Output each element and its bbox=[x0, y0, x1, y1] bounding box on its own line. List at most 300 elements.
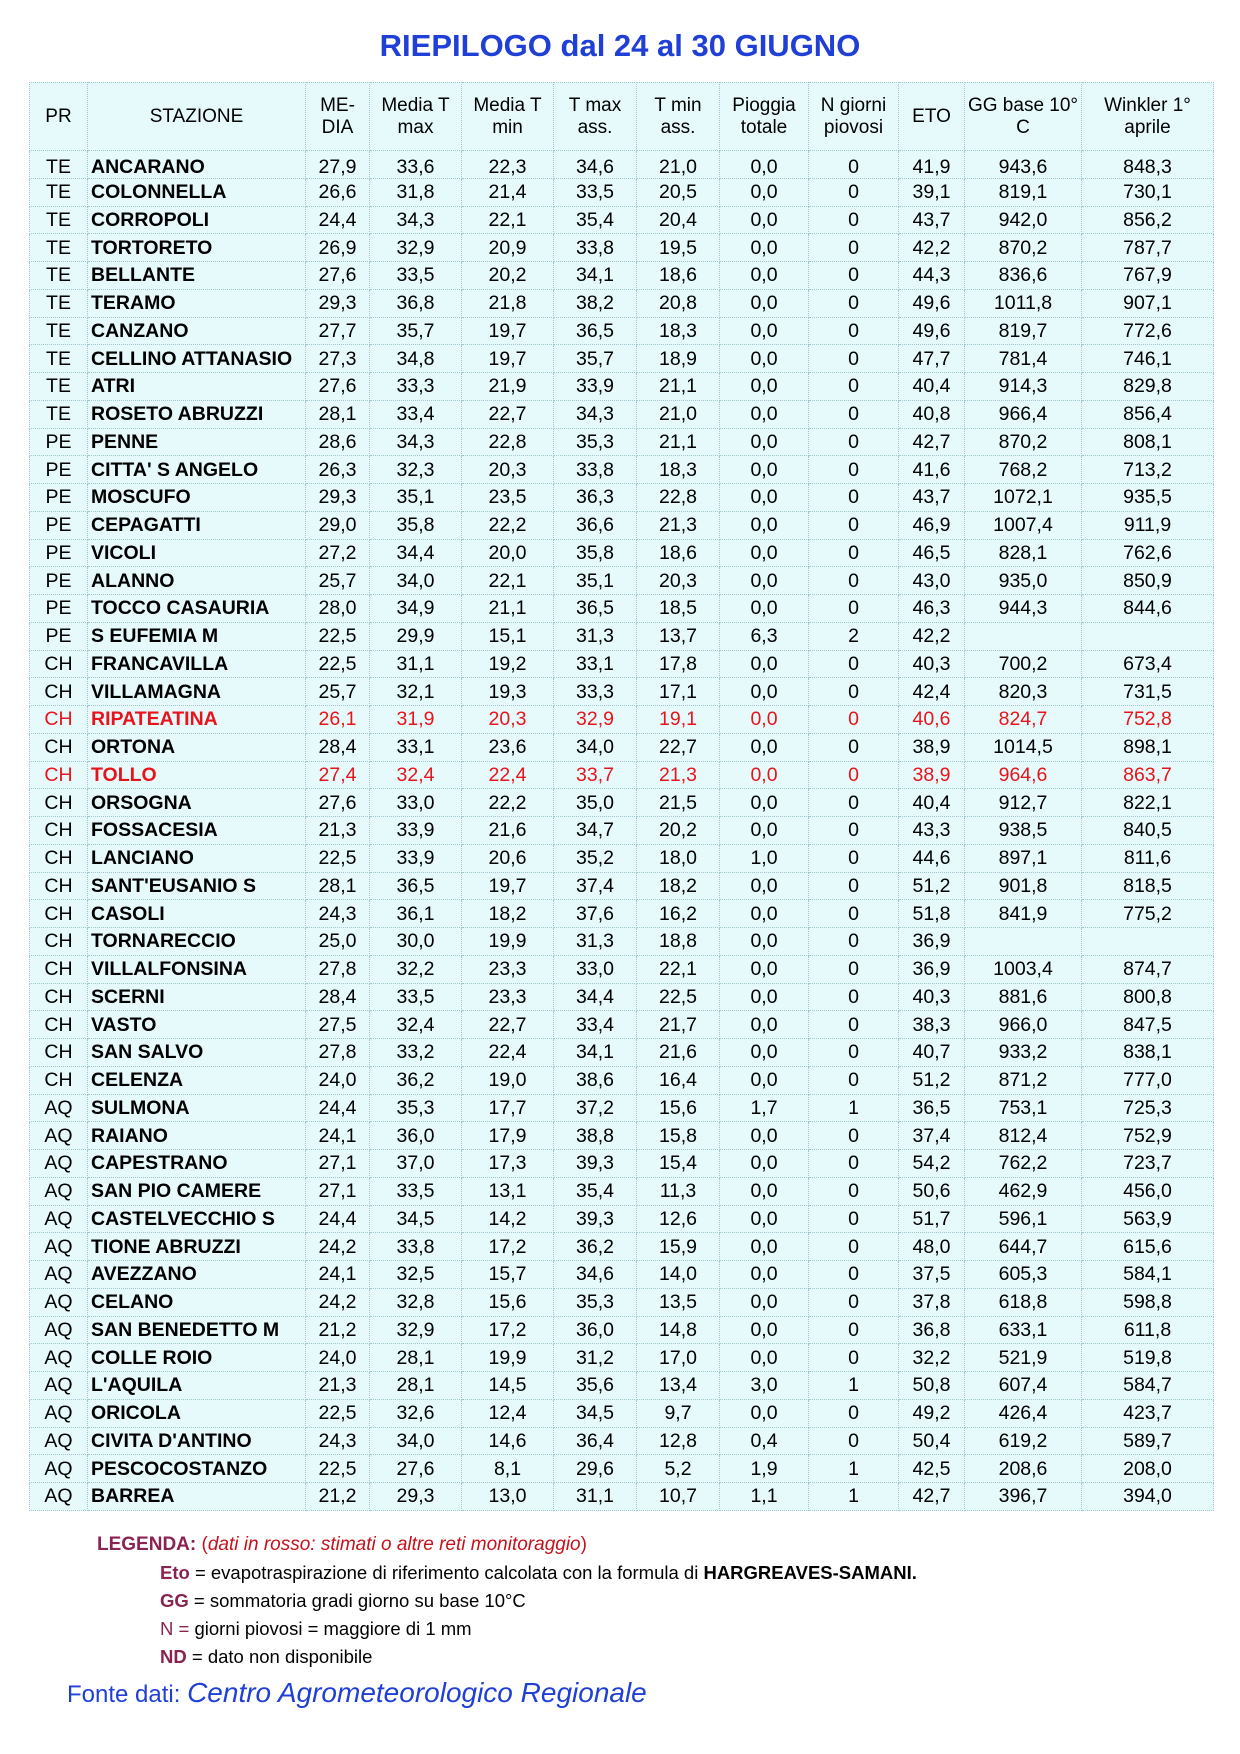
cell-tmin: 22,4 bbox=[462, 761, 554, 789]
cell-winkler: 838,1 bbox=[1082, 1039, 1214, 1067]
column-header: ETO bbox=[899, 83, 965, 151]
legend-key: ND bbox=[160, 1646, 187, 1667]
cell-media: 27,6 bbox=[306, 789, 370, 817]
cell-gg: 700,2 bbox=[965, 650, 1082, 678]
cell-station: RIPATEATINA bbox=[88, 706, 306, 734]
cell-rain: 0,0 bbox=[720, 650, 809, 678]
cell-winkler: 584,1 bbox=[1082, 1261, 1214, 1289]
cell-pr: AQ bbox=[30, 1288, 88, 1316]
cell-tmaxass: 33,3 bbox=[554, 678, 637, 706]
table-row bbox=[30, 1066, 1214, 1094]
cell-tmin: 22,7 bbox=[462, 1011, 554, 1039]
cell-tmaxass: 37,6 bbox=[554, 900, 637, 928]
cell-tminass: 21,5 bbox=[637, 789, 720, 817]
cell-pr: AQ bbox=[30, 1455, 88, 1483]
cell-ndays: 0 bbox=[809, 983, 899, 1011]
cell-winkler: 907,1 bbox=[1082, 289, 1214, 317]
column-header: T max ass. bbox=[554, 83, 637, 151]
table-row bbox=[30, 484, 1214, 512]
table-row bbox=[30, 206, 1214, 234]
cell-tminass: 16,2 bbox=[637, 900, 720, 928]
cell-gg: 933,2 bbox=[965, 1039, 1082, 1067]
cell-winkler: 847,5 bbox=[1082, 1011, 1214, 1039]
cell-media: 24,1 bbox=[306, 1122, 370, 1150]
cell-gg: 912,7 bbox=[965, 789, 1082, 817]
cell-ndays: 0 bbox=[809, 1122, 899, 1150]
cell-media: 27,3 bbox=[306, 345, 370, 373]
cell-winkler: 746,1 bbox=[1082, 345, 1214, 373]
cell-media: 22,5 bbox=[306, 622, 370, 650]
cell-tminass: 19,5 bbox=[637, 234, 720, 262]
cell-eto: 54,2 bbox=[899, 1150, 965, 1178]
cell-tminass: 15,4 bbox=[637, 1150, 720, 1178]
cell-rain: 0,0 bbox=[720, 234, 809, 262]
cell-station: VASTO bbox=[88, 1011, 306, 1039]
table-row bbox=[30, 539, 1214, 567]
cell-winkler: 856,2 bbox=[1082, 206, 1214, 234]
cell-gg: 942,0 bbox=[965, 206, 1082, 234]
cell-eto: 39,1 bbox=[899, 178, 965, 206]
cell-winkler: 611,8 bbox=[1082, 1316, 1214, 1344]
cell-tmax: 32,5 bbox=[370, 1261, 462, 1289]
cell-gg: 633,1 bbox=[965, 1316, 1082, 1344]
cell-winkler: 730,1 bbox=[1082, 178, 1214, 206]
cell-tmin: 21,1 bbox=[462, 595, 554, 623]
cell-tmin: 8,1 bbox=[462, 1455, 554, 1483]
cell-ndays: 1 bbox=[809, 1372, 899, 1400]
cell-tminass: 18,9 bbox=[637, 345, 720, 373]
cell-rain: 0,0 bbox=[720, 1122, 809, 1150]
cell-pr: PE bbox=[30, 595, 88, 623]
cell-ndays: 0 bbox=[809, 900, 899, 928]
cell-pr: TE bbox=[30, 206, 88, 234]
cell-tmaxass: 39,3 bbox=[554, 1205, 637, 1233]
cell-media: 28,1 bbox=[306, 400, 370, 428]
cell-eto: 42,5 bbox=[899, 1455, 965, 1483]
cell-eto: 41,9 bbox=[899, 151, 965, 179]
cell-tmaxass: 33,9 bbox=[554, 373, 637, 401]
cell-gg: 426,4 bbox=[965, 1399, 1082, 1427]
column-header: ME- DIA bbox=[306, 83, 370, 151]
cell-tmaxass: 35,6 bbox=[554, 1372, 637, 1400]
cell-tmax: 27,6 bbox=[370, 1455, 462, 1483]
cell-eto: 42,2 bbox=[899, 234, 965, 262]
cell-tmaxass: 36,4 bbox=[554, 1427, 637, 1455]
cell-pr: AQ bbox=[30, 1483, 88, 1511]
table-row bbox=[30, 817, 1214, 845]
cell-tmax: 29,3 bbox=[370, 1483, 462, 1511]
cell-tminass: 21,7 bbox=[637, 1011, 720, 1039]
table-row bbox=[30, 1372, 1214, 1400]
cell-pr: AQ bbox=[30, 1205, 88, 1233]
cell-ndays: 0 bbox=[809, 317, 899, 345]
cell-pr: TE bbox=[30, 317, 88, 345]
cell-station: MOSCUFO bbox=[88, 484, 306, 512]
cell-rain: 0,0 bbox=[720, 761, 809, 789]
cell-rain: 0,0 bbox=[720, 872, 809, 900]
cell-tmin: 20,6 bbox=[462, 844, 554, 872]
cell-station: L'AQUILA bbox=[88, 1372, 306, 1400]
cell-gg: 944,3 bbox=[965, 595, 1082, 623]
cell-station: CELLINO ATTANASIO bbox=[88, 345, 306, 373]
cell-tminass: 18,6 bbox=[637, 539, 720, 567]
cell-eto: 50,6 bbox=[899, 1177, 965, 1205]
legend-key: GG bbox=[160, 1590, 189, 1611]
cell-tmaxass: 31,3 bbox=[554, 928, 637, 956]
cell-winkler: 850,9 bbox=[1082, 567, 1214, 595]
cell-tminass: 22,5 bbox=[637, 983, 720, 1011]
cell-media: 26,9 bbox=[306, 234, 370, 262]
table-row bbox=[30, 234, 1214, 262]
legend-key: N = bbox=[160, 1618, 190, 1639]
cell-rain: 0,0 bbox=[720, 1233, 809, 1261]
legend-text: giorni piovosi = maggiore di 1 mm bbox=[189, 1618, 472, 1639]
cell-winkler: 874,7 bbox=[1082, 955, 1214, 983]
cell-tmax: 34,0 bbox=[370, 1427, 462, 1455]
table-row bbox=[30, 1427, 1214, 1455]
cell-media: 28,4 bbox=[306, 733, 370, 761]
cell-winkler: 752,9 bbox=[1082, 1122, 1214, 1150]
cell-tminass: 11,3 bbox=[637, 1177, 720, 1205]
cell-eto: 40,3 bbox=[899, 983, 965, 1011]
cell-rain: 0,0 bbox=[720, 400, 809, 428]
cell-pr: TE bbox=[30, 234, 88, 262]
cell-tmax: 36,1 bbox=[370, 900, 462, 928]
cell-tmin: 19,7 bbox=[462, 345, 554, 373]
legend-definition-n bbox=[160, 1618, 472, 1640]
cell-gg: 914,3 bbox=[965, 373, 1082, 401]
column-header: Media T min bbox=[462, 83, 554, 151]
cell-tmin: 20,0 bbox=[462, 539, 554, 567]
cell-media: 21,3 bbox=[306, 1372, 370, 1400]
cell-station: SAN SALVO bbox=[88, 1039, 306, 1067]
cell-tmin: 13,0 bbox=[462, 1483, 554, 1511]
cell-ndays: 0 bbox=[809, 567, 899, 595]
table-row bbox=[30, 595, 1214, 623]
table-row bbox=[30, 373, 1214, 401]
cell-ndays: 1 bbox=[809, 1483, 899, 1511]
table-row bbox=[30, 1455, 1214, 1483]
column-header: PR bbox=[30, 83, 88, 151]
cell-rain: 0,0 bbox=[720, 1066, 809, 1094]
table-row bbox=[30, 1261, 1214, 1289]
cell-pr: TE bbox=[30, 289, 88, 317]
cell-tmax: 33,9 bbox=[370, 817, 462, 845]
cell-tmax: 36,0 bbox=[370, 1122, 462, 1150]
cell-tminass: 18,2 bbox=[637, 872, 720, 900]
cell-tmax: 35,1 bbox=[370, 484, 462, 512]
cell-winkler: 589,7 bbox=[1082, 1427, 1214, 1455]
cell-winkler: 808,1 bbox=[1082, 428, 1214, 456]
cell-eto: 42,4 bbox=[899, 678, 965, 706]
cell-tmaxass: 31,3 bbox=[554, 622, 637, 650]
cell-eto: 37,4 bbox=[899, 1122, 965, 1150]
cell-tmax: 32,8 bbox=[370, 1288, 462, 1316]
cell-tmax: 35,3 bbox=[370, 1094, 462, 1122]
source-org: Centro Agrometeorologico Regionale bbox=[187, 1677, 647, 1708]
cell-tmaxass: 34,0 bbox=[554, 733, 637, 761]
table-row bbox=[30, 1205, 1214, 1233]
column-header: N giorni piovosi bbox=[809, 83, 899, 151]
cell-ndays: 0 bbox=[809, 511, 899, 539]
cell-station: CITTA' S ANGELO bbox=[88, 456, 306, 484]
cell-pr: CH bbox=[30, 817, 88, 845]
cell-tmax: 32,4 bbox=[370, 1011, 462, 1039]
cell-tmin: 20,2 bbox=[462, 262, 554, 290]
cell-tmaxass: 33,0 bbox=[554, 955, 637, 983]
cell-pr: TE bbox=[30, 345, 88, 373]
table-row bbox=[30, 1483, 1214, 1511]
table-row bbox=[30, 678, 1214, 706]
cell-station: CELANO bbox=[88, 1288, 306, 1316]
cell-tminass: 20,8 bbox=[637, 289, 720, 317]
cell-tminass: 18,3 bbox=[637, 317, 720, 345]
cell-tmaxass: 33,7 bbox=[554, 761, 637, 789]
cell-media: 27,8 bbox=[306, 955, 370, 983]
cell-eto: 36,8 bbox=[899, 1316, 965, 1344]
cell-station: RAIANO bbox=[88, 1122, 306, 1150]
cell-eto: 37,8 bbox=[899, 1288, 965, 1316]
cell-tmax: 32,9 bbox=[370, 234, 462, 262]
cell-tmin: 23,5 bbox=[462, 484, 554, 512]
cell-pr: PE bbox=[30, 511, 88, 539]
cell-pr: PE bbox=[30, 567, 88, 595]
cell-winkler: 731,5 bbox=[1082, 678, 1214, 706]
cell-tmin: 13,1 bbox=[462, 1177, 554, 1205]
cell-tmax: 32,1 bbox=[370, 678, 462, 706]
cell-rain: 0,0 bbox=[720, 1344, 809, 1372]
cell-tminass: 19,1 bbox=[637, 706, 720, 734]
cell-tminass: 9,7 bbox=[637, 1399, 720, 1427]
cell-pr: CH bbox=[30, 955, 88, 983]
cell-winkler bbox=[1082, 928, 1214, 956]
cell-gg: 618,8 bbox=[965, 1288, 1082, 1316]
cell-media: 27,6 bbox=[306, 262, 370, 290]
cell-eto: 37,5 bbox=[899, 1261, 965, 1289]
cell-tmax: 33,1 bbox=[370, 733, 462, 761]
cell-pr: AQ bbox=[30, 1261, 88, 1289]
cell-tminass: 18,3 bbox=[637, 456, 720, 484]
cell-eto: 40,8 bbox=[899, 400, 965, 428]
cell-tmaxass: 34,6 bbox=[554, 1261, 637, 1289]
cell-station: CAPESTRANO bbox=[88, 1150, 306, 1178]
cell-eto: 51,2 bbox=[899, 1066, 965, 1094]
cell-rain: 0,0 bbox=[720, 983, 809, 1011]
cell-station: TERAMO bbox=[88, 289, 306, 317]
cell-tmin: 18,2 bbox=[462, 900, 554, 928]
cell-station: SANT'EUSANIO S bbox=[88, 872, 306, 900]
cell-tmin: 17,3 bbox=[462, 1150, 554, 1178]
cell-eto: 40,4 bbox=[899, 789, 965, 817]
cell-tmax: 28,1 bbox=[370, 1344, 462, 1372]
cell-ndays: 0 bbox=[809, 1150, 899, 1178]
cell-ndays: 1 bbox=[809, 1094, 899, 1122]
cell-eto: 46,3 bbox=[899, 595, 965, 623]
table-row bbox=[30, 1177, 1214, 1205]
cell-pr: PE bbox=[30, 456, 88, 484]
table-row bbox=[30, 400, 1214, 428]
table-body bbox=[30, 151, 1214, 1511]
cell-tminass: 15,6 bbox=[637, 1094, 720, 1122]
cell-station: COLLE ROIO bbox=[88, 1344, 306, 1372]
cell-tmax: 34,9 bbox=[370, 595, 462, 623]
cell-media: 27,6 bbox=[306, 373, 370, 401]
cell-tminass: 12,8 bbox=[637, 1427, 720, 1455]
cell-pr: TE bbox=[30, 151, 88, 179]
cell-tmax: 33,5 bbox=[370, 1177, 462, 1205]
cell-ndays: 0 bbox=[809, 844, 899, 872]
cell-tmax: 33,2 bbox=[370, 1039, 462, 1067]
cell-eto: 38,9 bbox=[899, 733, 965, 761]
cell-tmin: 22,2 bbox=[462, 511, 554, 539]
cell-winkler: 856,4 bbox=[1082, 400, 1214, 428]
cell-tmin: 20,3 bbox=[462, 456, 554, 484]
legend-definition-eto bbox=[160, 1562, 917, 1584]
cell-eto: 43,7 bbox=[899, 206, 965, 234]
cell-ndays: 0 bbox=[809, 1233, 899, 1261]
cell-rain: 1,9 bbox=[720, 1455, 809, 1483]
cell-tmin: 23,6 bbox=[462, 733, 554, 761]
cell-gg: 1072,1 bbox=[965, 484, 1082, 512]
cell-pr: AQ bbox=[30, 1177, 88, 1205]
cell-tmaxass: 35,4 bbox=[554, 206, 637, 234]
cell-ndays: 0 bbox=[809, 428, 899, 456]
cell-station: CASOLI bbox=[88, 900, 306, 928]
cell-media: 24,3 bbox=[306, 900, 370, 928]
cell-rain: 0,0 bbox=[720, 900, 809, 928]
cell-tmin: 19,9 bbox=[462, 1344, 554, 1372]
cell-rain: 0,0 bbox=[720, 151, 809, 179]
cell-media: 27,7 bbox=[306, 317, 370, 345]
cell-station: PESCOCOSTANZO bbox=[88, 1455, 306, 1483]
cell-media: 24,4 bbox=[306, 1205, 370, 1233]
cell-station: CANZANO bbox=[88, 317, 306, 345]
cell-tmaxass: 35,3 bbox=[554, 1288, 637, 1316]
cell-ndays: 0 bbox=[809, 289, 899, 317]
data-source bbox=[67, 1677, 647, 1709]
cell-tmaxass: 34,3 bbox=[554, 400, 637, 428]
cell-gg: 762,2 bbox=[965, 1150, 1082, 1178]
table-row bbox=[30, 345, 1214, 373]
cell-gg: 964,6 bbox=[965, 761, 1082, 789]
table-row bbox=[30, 789, 1214, 817]
cell-eto: 41,6 bbox=[899, 456, 965, 484]
cell-tmin: 19,2 bbox=[462, 650, 554, 678]
cell-station: VILLALFONSINA bbox=[88, 955, 306, 983]
cell-tminass: 20,3 bbox=[637, 567, 720, 595]
table-row bbox=[30, 456, 1214, 484]
cell-media: 27,2 bbox=[306, 539, 370, 567]
cell-eto: 51,7 bbox=[899, 1205, 965, 1233]
cell-station: ROSETO ABRUZZI bbox=[88, 400, 306, 428]
cell-tmin: 15,6 bbox=[462, 1288, 554, 1316]
cell-eto: 43,0 bbox=[899, 567, 965, 595]
cell-gg: 966,0 bbox=[965, 1011, 1082, 1039]
cell-winkler bbox=[1082, 622, 1214, 650]
cell-media: 25,7 bbox=[306, 678, 370, 706]
cell-pr: TE bbox=[30, 178, 88, 206]
cell-tmaxass: 34,7 bbox=[554, 817, 637, 845]
cell-tmax: 32,9 bbox=[370, 1316, 462, 1344]
table-row bbox=[30, 1039, 1214, 1067]
cell-gg: 881,6 bbox=[965, 983, 1082, 1011]
cell-pr: AQ bbox=[30, 1399, 88, 1427]
cell-ndays: 0 bbox=[809, 1011, 899, 1039]
cell-media: 24,4 bbox=[306, 1094, 370, 1122]
cell-tmax: 33,6 bbox=[370, 151, 462, 179]
column-header: Winkler 1° aprile bbox=[1082, 83, 1214, 151]
cell-gg bbox=[965, 928, 1082, 956]
table-row bbox=[30, 1344, 1214, 1372]
cell-tminass: 17,0 bbox=[637, 1344, 720, 1372]
cell-tmaxass: 36,0 bbox=[554, 1316, 637, 1344]
cell-station: COLONNELLA bbox=[88, 178, 306, 206]
legend-strong: HARGREAVES-SAMANI. bbox=[703, 1562, 917, 1583]
cell-pr: PE bbox=[30, 428, 88, 456]
cell-eto: 38,9 bbox=[899, 761, 965, 789]
cell-tmin: 15,1 bbox=[462, 622, 554, 650]
cell-gg: 396,7 bbox=[965, 1483, 1082, 1511]
cell-eto: 36,9 bbox=[899, 928, 965, 956]
cell-rain: 0,0 bbox=[720, 178, 809, 206]
cell-media: 24,2 bbox=[306, 1288, 370, 1316]
cell-pr: AQ bbox=[30, 1316, 88, 1344]
cell-pr: CH bbox=[30, 844, 88, 872]
cell-tmin: 22,1 bbox=[462, 567, 554, 595]
cell-rain: 0,0 bbox=[720, 1150, 809, 1178]
cell-pr: AQ bbox=[30, 1150, 88, 1178]
legend bbox=[97, 1534, 587, 1556]
cell-winkler: 822,1 bbox=[1082, 789, 1214, 817]
cell-rain: 6,3 bbox=[720, 622, 809, 650]
cell-tminass: 18,0 bbox=[637, 844, 720, 872]
cell-pr: CH bbox=[30, 706, 88, 734]
legend-text: = evapotraspirazione di riferimento calcolata con la formula di bbox=[189, 1562, 704, 1583]
cell-pr: CH bbox=[30, 928, 88, 956]
cell-pr: PE bbox=[30, 539, 88, 567]
cell-ndays: 0 bbox=[809, 955, 899, 983]
cell-rain: 0,0 bbox=[720, 955, 809, 983]
cell-pr: CH bbox=[30, 650, 88, 678]
cell-tmax: 33,0 bbox=[370, 789, 462, 817]
cell-pr: CH bbox=[30, 1011, 88, 1039]
cell-station: TORTORETO bbox=[88, 234, 306, 262]
cell-tmin: 23,3 bbox=[462, 983, 554, 1011]
cell-tmax: 34,5 bbox=[370, 1205, 462, 1233]
cell-tmaxass: 33,5 bbox=[554, 178, 637, 206]
cell-station: ORTONA bbox=[88, 733, 306, 761]
cell-tmin: 19,9 bbox=[462, 928, 554, 956]
cell-ndays: 0 bbox=[809, 1177, 899, 1205]
legend-definition-nd bbox=[160, 1646, 372, 1668]
cell-pr: TE bbox=[30, 373, 88, 401]
cell-rain: 0,0 bbox=[720, 345, 809, 373]
cell-ndays: 2 bbox=[809, 622, 899, 650]
cell-media: 27,1 bbox=[306, 1177, 370, 1205]
cell-tmax: 32,2 bbox=[370, 955, 462, 983]
cell-eto: 47,7 bbox=[899, 345, 965, 373]
cell-ndays: 0 bbox=[809, 1344, 899, 1372]
cell-pr: PE bbox=[30, 484, 88, 512]
cell-media: 29,3 bbox=[306, 484, 370, 512]
cell-ndays: 0 bbox=[809, 1427, 899, 1455]
cell-winkler: 935,5 bbox=[1082, 484, 1214, 512]
cell-gg: 605,3 bbox=[965, 1261, 1082, 1289]
cell-station: CEPAGATTI bbox=[88, 511, 306, 539]
cell-tmax: 34,0 bbox=[370, 567, 462, 595]
cell-gg: 820,3 bbox=[965, 678, 1082, 706]
cell-tminass: 5,2 bbox=[637, 1455, 720, 1483]
